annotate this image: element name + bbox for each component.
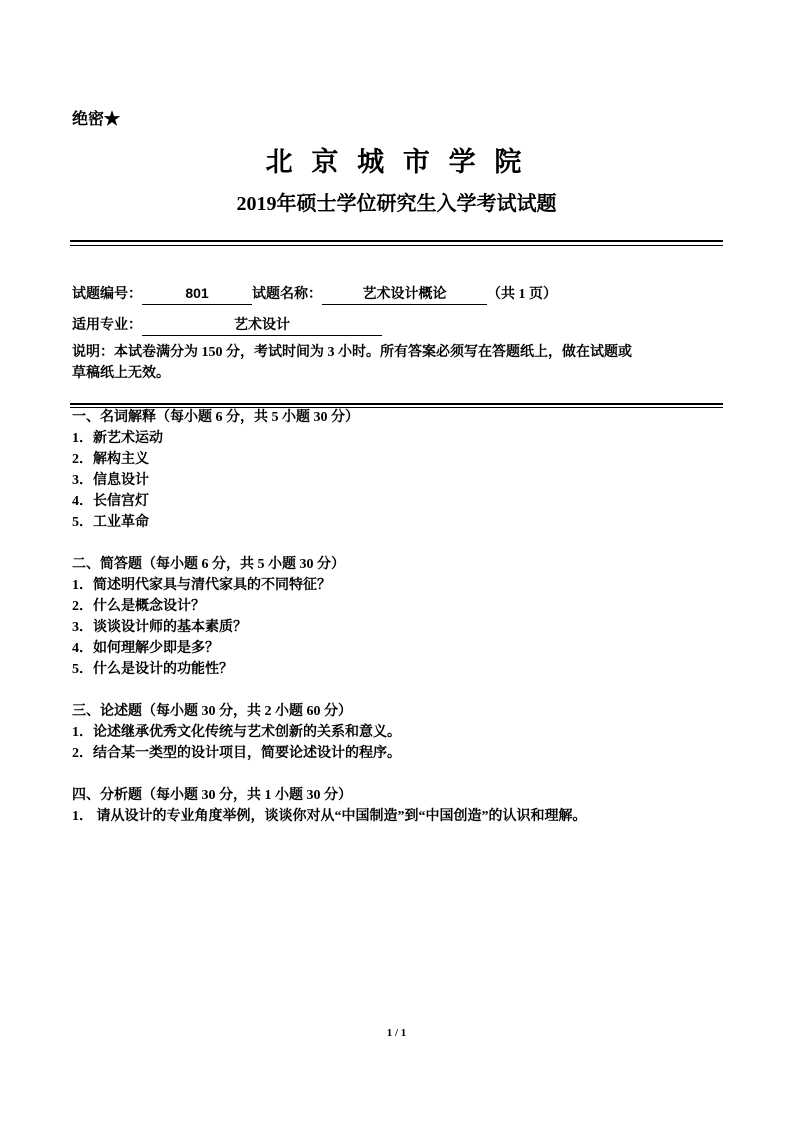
major: 艺术设计 xyxy=(142,314,382,336)
question-item: 1． 请从设计的专业角度举例，谈谈你对从“中国制造”到“中国创造”的认识和理解。 xyxy=(72,809,587,824)
section xyxy=(72,554,587,680)
question-item: 1．论述继承优秀文化传统与艺术创新的关系和意义。 xyxy=(72,725,401,740)
question-item: 5．什么是设计的功能性？ xyxy=(72,662,233,677)
note-line: 说明：本试卷满分为 150 分，考试时间为 3 小时。所有答案必须写在答题纸上，做在试题或 xyxy=(72,345,632,360)
question-item: 4．如何理解少即是多？ xyxy=(72,641,219,656)
divider xyxy=(70,245,723,246)
secret-mark: 绝密★ xyxy=(72,111,121,128)
question-item: 2．结合某一类型的设计项目，简要论述设计的程序。 xyxy=(72,746,401,761)
question-item: 5．工业革命 xyxy=(72,515,149,530)
question-item: 3．信息设计 xyxy=(72,473,149,488)
question-item: 4．长信宫灯 xyxy=(72,494,149,509)
exam-code: 801 xyxy=(142,283,252,305)
question-item: 1．简述明代家具与清代家具的不同特征？ xyxy=(72,578,331,593)
page-count: （共 1 页） xyxy=(487,287,557,302)
section xyxy=(72,785,587,827)
question-item: 2．解构主义 xyxy=(72,452,149,467)
section xyxy=(72,407,587,533)
section-heading: 三、论述题（每小题 30 分，共 2 小题 60 分） xyxy=(72,704,352,719)
page-number: 1 / 1 xyxy=(386,1027,407,1039)
section-heading: 四、分析题（每小题 30 分，共 1 小题 30 分） xyxy=(72,788,352,803)
section-heading: 二、简答题（每小题 6 分，共 5 小题 30 分） xyxy=(72,557,345,572)
question-item: 2．什么是概念设计？ xyxy=(72,599,205,614)
exam-name: 艺术设计概论 xyxy=(322,283,487,305)
section-heading: 一、名词解释（每小题 6 分，共 5 小题 30 分） xyxy=(72,410,359,425)
exam-title: 2019年硕士学位研究生入学考试试题 xyxy=(236,193,557,215)
note-line: 草稿纸上无效。 xyxy=(72,366,170,381)
question-sections xyxy=(72,407,587,848)
section xyxy=(72,701,587,764)
question-item: 3．谈谈设计师的基本素质？ xyxy=(72,620,247,635)
school-name: 北 京 城 市 学 院 xyxy=(265,147,528,177)
divider xyxy=(70,240,723,242)
major-row xyxy=(72,314,382,336)
question-item: 1．新艺术运动 xyxy=(72,431,163,446)
code-label: 试题编号： xyxy=(72,287,142,302)
major-label: 适用专业： xyxy=(72,318,142,333)
divider xyxy=(70,403,723,405)
exam-info-row xyxy=(72,283,557,305)
name-label: 试题名称： xyxy=(252,287,322,302)
